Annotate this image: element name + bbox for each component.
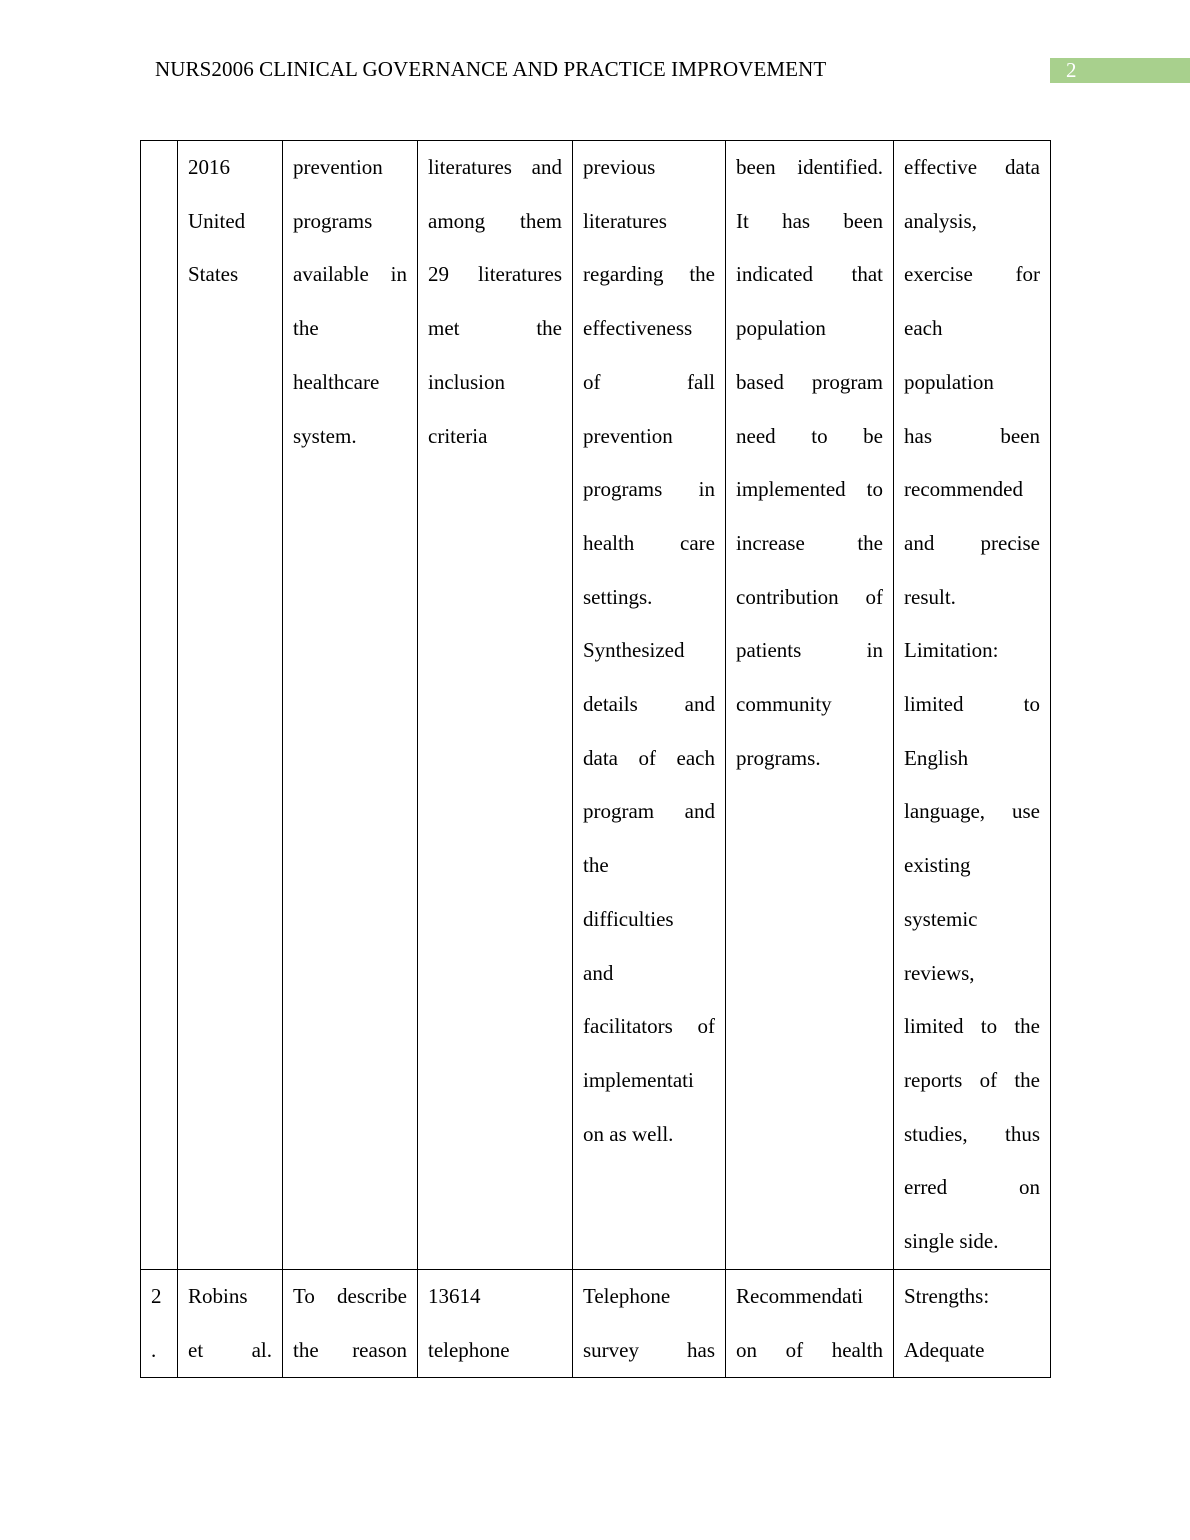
- cell-line: the: [583, 853, 609, 878]
- findings-cell: [726, 1270, 894, 1378]
- cell-line: program and: [583, 799, 715, 824]
- cell-line: English: [904, 745, 969, 770]
- literature-table: [140, 140, 1051, 1378]
- cell-line: data of each: [583, 745, 715, 770]
- cell-line: community: [736, 692, 832, 717]
- page-number: 2: [1050, 58, 1190, 83]
- cell-line: Synthesized: [583, 638, 685, 663]
- cell-line: Recommendati: [736, 1284, 864, 1308]
- cell-line: reports of the: [904, 1067, 1040, 1092]
- cell-line: on of health: [736, 1337, 883, 1362]
- cell-line: patients in: [736, 638, 883, 663]
- aim-cell: [283, 1270, 418, 1378]
- cell-line: analysis,: [904, 208, 977, 233]
- cell-line: survey has: [583, 1337, 715, 1362]
- cell-line: prevention: [583, 423, 673, 448]
- table-row: [141, 1270, 1051, 1378]
- cell-line: details and: [583, 692, 715, 717]
- cell-line: of fall: [583, 369, 715, 394]
- cell-line: difficulties: [583, 906, 674, 931]
- cell-line: previous: [583, 155, 656, 179]
- method-cell: [573, 1270, 726, 1378]
- cell-line: population: [904, 369, 994, 394]
- cell-line: systemic: [904, 906, 978, 931]
- cell-line: prevention: [293, 155, 383, 179]
- cell-line: contribution of: [736, 584, 883, 609]
- cell-line: 2: [151, 1284, 162, 1308]
- cell-line: literatures and: [428, 155, 562, 179]
- aim-cell: [283, 141, 418, 1270]
- cell-line: It has been: [736, 208, 883, 233]
- cell-line: States: [188, 262, 239, 287]
- cell-line: Limitation:: [904, 638, 999, 663]
- cell-line: language, use: [904, 799, 1040, 824]
- sample-cell: [418, 141, 573, 1270]
- cell-line: United: [188, 208, 246, 233]
- cell-line: limited to the: [904, 1014, 1040, 1039]
- cell-line: among them: [428, 208, 562, 233]
- running-header-title: NURS2006 CLINICAL GOVERNANCE AND PRACTICE IMPROVEMENT: [155, 57, 827, 81]
- cell-line: indicated that: [736, 262, 883, 287]
- cell-line: effective data: [904, 155, 1040, 179]
- cell-line: increase the: [736, 530, 883, 555]
- findings-cell: [726, 141, 894, 1270]
- cell-line: inclusion: [428, 369, 505, 394]
- cell-line: programs in: [583, 477, 715, 502]
- cell-line: been identified.: [736, 155, 883, 179]
- table-row: [141, 141, 1051, 1270]
- cell-line: available in: [293, 262, 407, 287]
- strengths-cell: [894, 1270, 1051, 1378]
- cell-line: studies, thus: [904, 1121, 1040, 1146]
- cell-line: .: [151, 1337, 157, 1362]
- cell-line: limited to: [904, 692, 1040, 717]
- cell-line: programs: [293, 208, 373, 233]
- method-cell: [573, 141, 726, 1270]
- cell-line: erred on: [904, 1175, 1040, 1200]
- cell-line: 2016: [188, 155, 230, 179]
- cell-line: telephone: [428, 1337, 510, 1362]
- author-cell: [178, 1270, 283, 1378]
- cell-line: the: [293, 316, 319, 341]
- cell-line: literatures: [583, 208, 667, 233]
- cell-line: existing: [904, 853, 971, 878]
- cell-line: need to be: [736, 423, 883, 448]
- cell-line: To describe: [293, 1284, 407, 1308]
- cell-line: healthcare: [293, 369, 380, 394]
- cell-line: Strengths:: [904, 1284, 990, 1308]
- strengths-cell: [894, 141, 1051, 1270]
- cell-line: Telephone: [583, 1284, 671, 1308]
- sample-cell: [418, 1270, 573, 1378]
- cell-line: and: [583, 960, 614, 985]
- cell-line: 29 literatures: [428, 262, 562, 287]
- cell-line: met the: [428, 316, 562, 341]
- cell-line: the reason: [293, 1337, 407, 1362]
- cell-line: programs.: [736, 745, 821, 770]
- cell-line: et al.: [188, 1337, 272, 1362]
- cell-line: population: [736, 316, 826, 341]
- author-cell: [178, 141, 283, 1270]
- cell-line: based program: [736, 369, 883, 394]
- cell-line: system.: [293, 423, 357, 448]
- cell-line: facilitators of: [583, 1014, 715, 1039]
- cell-line: result.: [904, 584, 956, 609]
- cell-line: 13614: [428, 1284, 481, 1308]
- cell-line: Adequate: [904, 1337, 985, 1362]
- cell-line: criteria: [428, 423, 488, 448]
- cell-line: health care: [583, 530, 715, 555]
- cell-line: implementati: [583, 1067, 694, 1092]
- cell-line: single side.: [904, 1229, 999, 1254]
- cell-line: exercise for: [904, 262, 1040, 287]
- cell-line: implemented to: [736, 477, 883, 502]
- cell-line: effectiveness: [583, 316, 693, 341]
- cell-line: recommended: [904, 477, 1023, 502]
- cell-line: has been: [904, 423, 1040, 448]
- row-number-cell: [141, 141, 178, 1270]
- cell-line: reviews,: [904, 960, 975, 985]
- cell-line: on as well.: [583, 1121, 674, 1146]
- cell-line: Robins: [188, 1284, 248, 1308]
- cell-line: each: [904, 316, 943, 341]
- row-number-cell: [141, 1270, 178, 1378]
- cell-line: settings.: [583, 584, 653, 609]
- cell-line: regarding the: [583, 262, 715, 287]
- cell-line: and precise: [904, 530, 1040, 555]
